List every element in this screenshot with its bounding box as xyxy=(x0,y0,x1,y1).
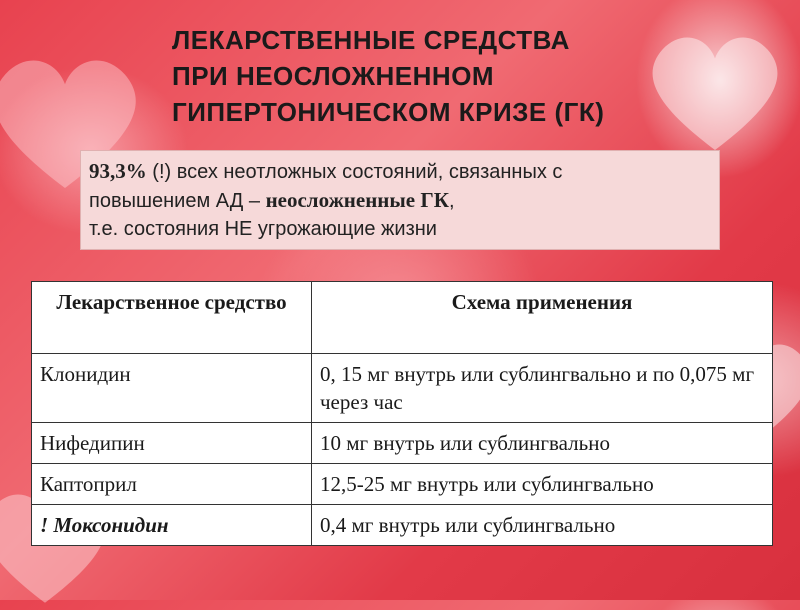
slide-title xyxy=(172,22,732,130)
header-drug: Лекарственное средство xyxy=(32,282,312,354)
table-row xyxy=(32,505,773,546)
title-line: ПРИ НЕОСЛОЖНЕННОМ xyxy=(172,61,495,91)
title-line: ЛЕКАРСТВЕННЫЕ СРЕДСТВА xyxy=(172,25,570,55)
note-line-2-end: , xyxy=(448,190,455,212)
note-line-1 xyxy=(89,157,711,186)
cell-drug: Клонидин xyxy=(32,354,312,423)
drugs-table xyxy=(31,281,773,546)
header-scheme: Схема применения xyxy=(312,282,773,354)
cell-scheme: 0,4 мг внутрь или сублингвально xyxy=(312,505,773,546)
note-line-2-bold: неосложненные ГК xyxy=(265,188,449,212)
cell-drug: Каптоприл xyxy=(32,464,312,505)
note-line-2 xyxy=(89,186,711,215)
cell-drug: ! Моксонидин xyxy=(32,505,312,546)
table-row xyxy=(32,423,773,464)
cell-drug: Нифедипин xyxy=(32,423,312,464)
cell-scheme: 0, 15 мг внутрь или сублингвально и по 0,075 мг через час xyxy=(312,354,773,423)
note-line-3: т.е. состояния НЕ угрожающие жизни xyxy=(89,218,437,240)
title-line: ГИПЕРТОНИЧЕСКОМ КРИЗЕ (ГК) xyxy=(172,97,605,127)
cell-scheme: 12,5-25 мг внутрь или сублингвально xyxy=(312,464,773,505)
statistics-note xyxy=(80,150,720,250)
note-line-1-text: (!) всех неотложных состояний, связанных с xyxy=(146,161,563,183)
note-percent: 93,3% xyxy=(89,159,147,183)
note-line-2-start: повышением АД – xyxy=(89,190,266,212)
cell-scheme: 10 мг внутрь или сублингвально xyxy=(312,423,773,464)
table-header-row xyxy=(32,282,773,354)
table-row xyxy=(32,464,773,505)
table-row xyxy=(32,354,773,423)
